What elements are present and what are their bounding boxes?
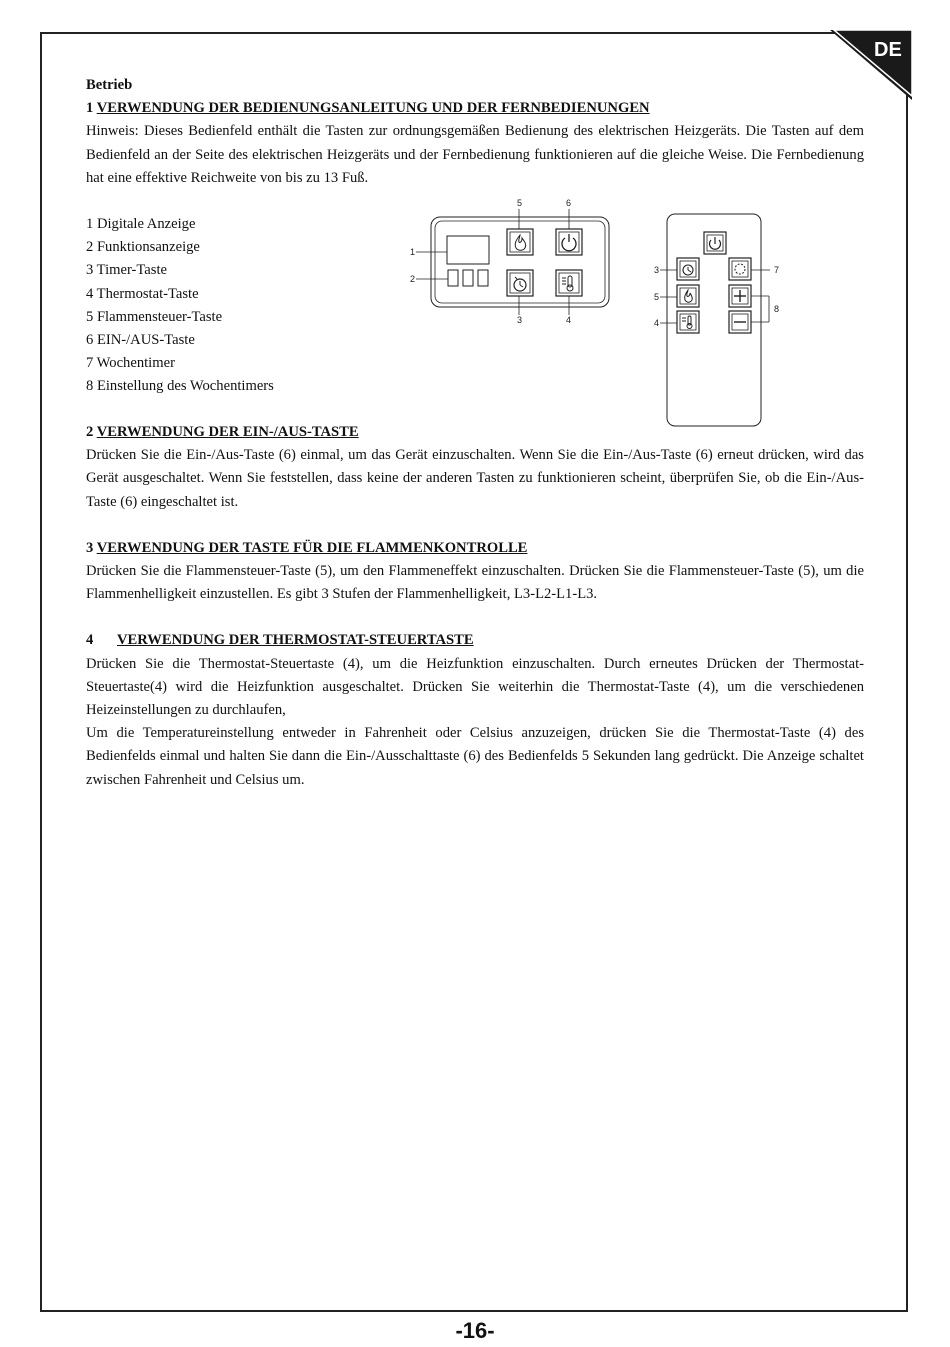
panel-label-5: 5	[517, 198, 523, 208]
remote-label-5: 5	[654, 292, 660, 302]
remote-plus-icon	[729, 285, 751, 307]
language-code: DE	[874, 39, 902, 61]
section-4-title: VERWENDUNG DER THERMOSTAT-STEUERTASTE	[117, 632, 474, 649]
section-1-title: VERWENDUNG DER BEDIENUNGSANLEITUNG UND DER FERNBEDIENUNGEN	[96, 100, 650, 117]
panel-label-1: 1	[410, 247, 416, 257]
legend-item: 1 Digitale Anzeige	[86, 216, 196, 233]
section-2-body: Drücken Sie die Ein-/Aus-Taste (6) einmal, um das Gerät einzuschalten. Wenn Sie die Ein-/Aus-Taste (6) erneut drücken, wird das Gerät ausgeschaltet. Wenn Sie feststellen, dass keine der anderen Tasten zu funktionieren scheint, überprüfen Sie, ob die Ein-/Aus-Taste (6) eingeschaltet ist.	[86, 447, 864, 510]
remote-label-7: 7	[774, 265, 780, 275]
remote-week-timer-icon	[729, 258, 751, 280]
remote-timer-icon	[677, 258, 699, 280]
panel-label-2: 2	[410, 274, 416, 284]
remote-label-4: 4	[654, 318, 660, 328]
section-3-heading	[86, 537, 864, 560]
panel-label-6: 6	[566, 198, 572, 208]
flame-button-icon	[507, 229, 533, 255]
digital-display	[447, 236, 489, 264]
page-content-lower	[86, 421, 864, 792]
section-2-number: 2	[86, 424, 94, 440]
remote-control-diagram	[648, 210, 788, 432]
power-button-icon	[556, 229, 582, 255]
section-4-number: 4	[86, 632, 94, 649]
remote-power-icon	[704, 232, 726, 254]
controls-legend-list	[86, 213, 274, 399]
page-heading: Betrieb	[86, 77, 133, 93]
panel-label-3: 3	[517, 315, 523, 325]
legend-item: 8 Einstellung des Wochentimers	[86, 378, 274, 395]
section-3-body: Drücken Sie die Flammensteuer-Taste (5), um den Flammeneffekt einzuschalten. Drücken Sie die Flammensteuer-Taste (5), um die Flammenhelligkeit einzustellen. Es gibt 3 Stufen der Flammenhelligkeit, L3-L2-L1-L3.	[86, 563, 864, 603]
timer-button-icon	[507, 270, 533, 296]
remote-label-3: 3	[654, 265, 660, 275]
section-3-number: 3	[86, 539, 94, 556]
remote-thermostat-icon	[677, 311, 699, 333]
section-1-number: 1	[86, 100, 94, 117]
thermostat-button-icon	[556, 270, 582, 296]
section-2-heading	[86, 421, 864, 444]
legend-item: 2 Funktionsanzeige	[86, 239, 200, 256]
section-1-heading	[86, 97, 864, 120]
section-1-body: Hinweis: Dieses Bedienfeld enthält die Tasten zur ordnungsgemäßen Bedienung des elektrischen Heizgeräts. Die Tasten auf dem Bedienfeld an der Seite des elektrischen Heizgeräts und der Fernbedienung funktionieren auf die gleiche Weise. Die Fernbedienung hat eine effektive Reichweite von bis zu 13 Fuß.	[86, 123, 864, 186]
section-4-body-2: Um die Temperatureinstellung entweder in Fahrenheit oder Celsius anzuzeigen, drücken Sie die Thermostat-Taste (4) des Bedienfelds einmal und halten Sie dann die Ein-/Ausschalttaste (6) des Bedienfelds 5 Sekunden lang gedrückt. Die Anzeige schaltet zwischen Fahrenheit und Celsius um.	[86, 725, 864, 788]
legend-item: 5 Flammensteuer-Taste	[86, 308, 223, 325]
section-3-title: VERWENDUNG DER TASTE FÜR DIE FLAMMENKONTROLLE	[96, 539, 528, 556]
remote-outline	[667, 214, 761, 426]
legend-item: 3 Timer-Taste	[86, 262, 167, 279]
remote-flame-icon	[677, 285, 699, 307]
remote-label-8: 8	[774, 304, 780, 314]
section-4-heading	[86, 629, 864, 652]
legend-item: 6 EIN-/AUS-Taste	[86, 331, 195, 348]
section-2-title: VERWENDUNG DER EIN-/AUS-TASTE	[96, 424, 359, 440]
panel-label-4: 4	[566, 315, 572, 325]
legend-item: 7 Wochentimer	[86, 355, 175, 372]
page-number: -16-	[455, 1318, 495, 1343]
control-panel-diagram	[404, 195, 624, 330]
function-indicator	[448, 270, 458, 286]
remote-minus-icon	[729, 311, 751, 333]
legend-item: 4 Thermostat-Taste	[86, 285, 199, 302]
section-4-body-1: Drücken Sie die Thermostat-Steuertaste (4), um die Heizfunktion einzuschalten. Durch erneutes Drücken der Thermostat-Steuertaste(4) wird die Heizfunktion ausgeschaltet. Drücken Sie weiterhin die Thermostat-Taste (4), um die verschiedenen Heizeinstellungen zu durchlaufen,	[86, 655, 864, 719]
